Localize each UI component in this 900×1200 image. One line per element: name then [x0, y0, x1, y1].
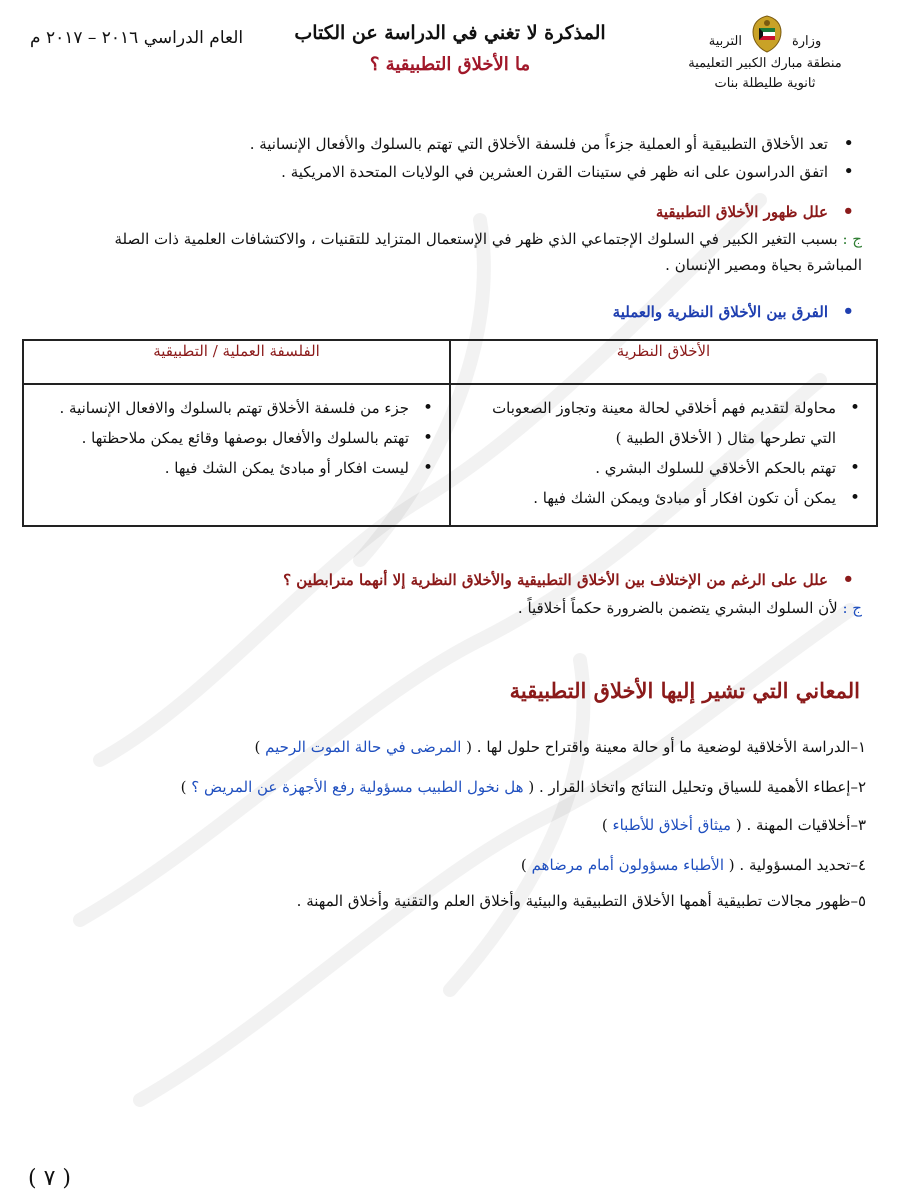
academic-year: العام الدراسي ٢٠١٦ – ٢٠١٧ م: [30, 28, 244, 48]
table-header-row: [23, 340, 877, 384]
meanings-heading: المعاني التي تشير إليها الأخلاق التطبيقية: [509, 678, 860, 703]
theoretical-point-3: • يمكن أن تكون افكار أو مبادئ ويمكن الشك فيها .: [465, 483, 862, 513]
col-theoretical-header: الأخلاق النظرية: [450, 340, 877, 384]
answer-1-line-1: بسبب التغير الكبير في السلوك الإجتماعي الذي ظهر في الإستعمال المتزايد للتقنيات ، والاكتشافات العلمية ذات الصلة: [114, 230, 838, 248]
intro-section: [30, 130, 862, 186]
applied-point-3: • ليست افكار أو مبادئ يمكن الشك فيها .: [38, 453, 435, 483]
meaning-1-text: الدراسة الأخلاقية لوضعية ما أو حالة معينة واقتراح حلول لها .: [476, 738, 851, 756]
question-2-section: [30, 566, 862, 622]
meaning-2-text: إعطاء الأهمية للسياق وتحليل النتائج واتخاذ القرار .: [539, 778, 851, 796]
applied-point-2: • تهتم بالسلوك والأفعال بوصفها وقائع يمكن ملاحظتها .: [38, 423, 435, 453]
meaning-1-number: ١–: [850, 738, 866, 756]
answer-2: [30, 594, 862, 622]
list-item: [297, 892, 866, 910]
list-item: [181, 778, 866, 796]
meaning-3-number: ٣–: [850, 816, 866, 834]
meaning-2-number: ٢–: [850, 778, 866, 796]
answer-1-prefix: ج :: [842, 230, 862, 248]
ministry-line-2: التربية: [708, 34, 742, 49]
meaning-2-paren-close: ): [180, 778, 187, 796]
meaning-3-paren-open: (: [735, 816, 742, 834]
answer-1: [30, 226, 862, 252]
theoretical-cell: [450, 384, 877, 526]
ministry-line-1: وزارة: [791, 34, 822, 49]
meaning-1-paren-open: (: [466, 738, 473, 756]
meaning-3-paren-close: ): [601, 816, 608, 834]
meaning-4-number: ٤–: [850, 856, 866, 874]
comparison-table: [22, 339, 878, 527]
question-2: • علل على الرغم من الإختلاف بين الأخلاق التطبيقية والأخلاق النظرية إلا أنهما مترابطين ؟: [30, 566, 862, 594]
meaning-3-example: ميثاق أخلاق للأطباء: [612, 816, 732, 834]
meaning-3-text: أخلاقيات المهنة .: [746, 816, 851, 834]
meaning-1-paren-close: ): [254, 738, 261, 756]
watermark-signature: [60, 140, 860, 1140]
question-1-section: [30, 198, 862, 278]
difference-heading: • الفرق بين الأخلاق النظرية والعملية: [30, 298, 862, 326]
list-item: [255, 738, 866, 756]
header-center: [240, 22, 660, 75]
meaning-1-example: المرضى في حالة الموت الرحيم: [265, 738, 462, 756]
meaning-4-paren-close: ): [520, 856, 527, 874]
region-name: منطقة مبارك الكبير التعليمية: [688, 56, 842, 71]
kuwait-emblem-icon: [750, 14, 784, 54]
question-1: • علل ظهور الأخلاق التطبيقية: [30, 198, 862, 226]
applied-point-1: • جزء من فلسفة الأخلاق تهتم بالسلوك والافعال الإنسانية .: [38, 393, 435, 423]
col-applied-header: الفلسفة العملية / التطبيقية: [23, 340, 450, 384]
list-item: [602, 816, 866, 834]
page-subtitle: ما الأخلاق التطبيقية ؟: [369, 54, 531, 75]
intro-point-1: • تعد الأخلاق التطبيقية أو العملية جزءاً من فلسفة الأخلاق التي تهتم بالسلوك والأفعال الإنسانية .: [30, 130, 862, 158]
meaning-4-text: تحديد المسؤولية .: [739, 856, 851, 874]
page-title: المذكرة لا تغني في الدراسة عن الكتاب: [294, 22, 606, 44]
meaning-5-number: ٥–: [850, 892, 866, 910]
answer-1-line-2: المباشرة بحياة ومصير الإنسان .: [665, 256, 862, 274]
ministry-block: [670, 14, 860, 94]
list-item: [521, 856, 866, 874]
theoretical-point-2: • تهتم بالحكم الأخلاقي للسلوك البشري .: [465, 453, 862, 483]
table-row: [23, 384, 877, 526]
theoretical-point-1: • محاولة لتقديم فهم أخلاقي لحالة معينة وتجاوز الصعوبات التي تطرحها مثال ( الأخلاق الطبية ): [465, 393, 862, 453]
answer-2-prefix: ج :: [842, 599, 862, 617]
applied-cell: [23, 384, 450, 526]
meaning-4-example: الأطباء مسؤولون أمام مرضاهم: [531, 856, 724, 874]
meaning-5-text: ظهور مجالات تطبيقية أهمها الأخلاق التطبيقية والبيئية وأخلاق العلم والتقنية وأخلاق المهنة .: [296, 892, 851, 910]
difference-section: [30, 298, 862, 326]
school-name: ثانوية طليطلة بنات: [714, 76, 816, 91]
page-number: ( ٧ ): [28, 1166, 71, 1191]
answer-2-text: لأن السلوك البشري يتضمن بالضرورة حكماً أخلاقياً .: [517, 599, 838, 617]
meaning-2-example: هل نخول الطبيب مسؤولية رفع الأجهزة عن المريض ؟: [191, 778, 524, 796]
meaning-2-paren-open: (: [528, 778, 535, 796]
intro-point-2: • اتفق الدراسون على انه ظهر في ستينات القرن العشرين في الولايات المتحدة الامريكية .: [30, 158, 862, 186]
meaning-4-paren-open: (: [728, 856, 735, 874]
